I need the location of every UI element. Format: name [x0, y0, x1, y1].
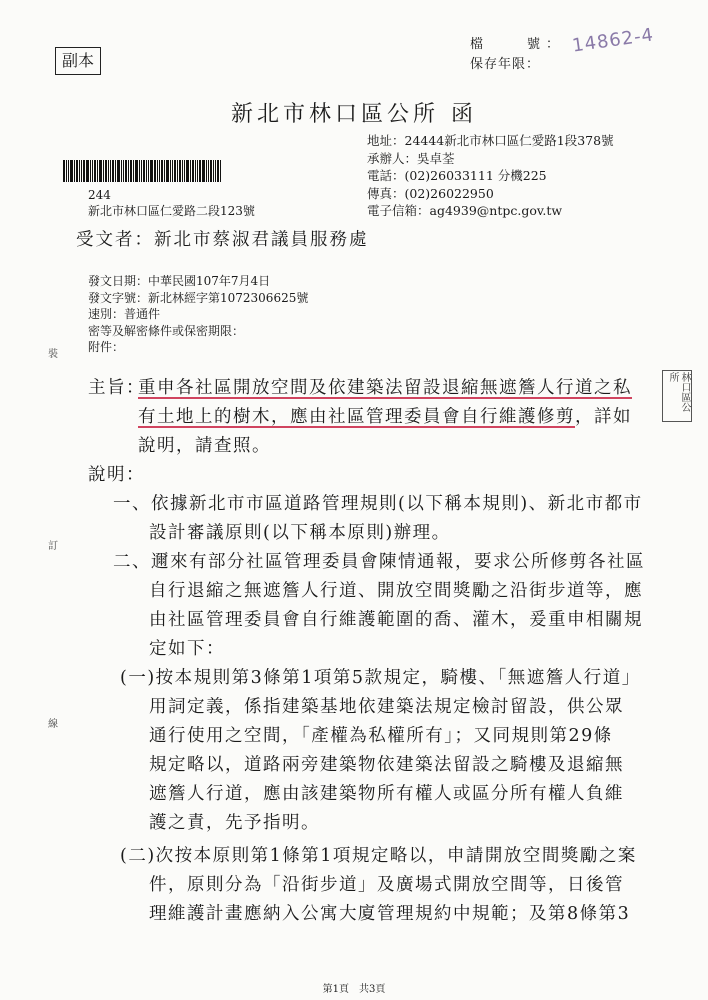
handwritten-number: 14862-4	[570, 24, 656, 57]
barcode-bar	[161, 160, 163, 182]
barcode-bar	[146, 160, 147, 182]
barcode-bar	[213, 160, 214, 182]
barcode-bar	[157, 160, 158, 182]
subject-line-1: 重申各社區開放空間及依建築法留設退縮無遮簷人行道之私	[138, 378, 632, 398]
sub1-line-6: 護之責，先予指明。	[149, 813, 320, 833]
barcode-bar	[177, 160, 178, 182]
mail-address	[88, 187, 255, 219]
barcode-bar	[70, 160, 73, 182]
contact-handler: 承辦人：吳卓荃	[367, 150, 455, 166]
barcode-bar	[94, 160, 96, 182]
barcode-bar	[148, 160, 149, 182]
subject-line-2	[138, 403, 632, 432]
agency-name: 新北市林口區公所	[230, 102, 439, 127]
barcode-bar	[220, 160, 221, 182]
barcode-bar	[110, 160, 111, 182]
document-fields	[88, 273, 308, 356]
sub1-line-4: 規定略以，道路兩旁建築物依建築法留設之騎樓及退縮無	[149, 755, 624, 775]
barcode-bar	[133, 160, 134, 182]
page-footer: 第1頁 共3頁	[322, 984, 386, 995]
sub1-line-5: 遮簷人行道，應由該建築物所有權人或區分所有權人負維	[149, 784, 624, 804]
contact-email: 電子信箱：ag4939@ntpc.gov.tw	[367, 203, 563, 218]
barcode-bar	[186, 160, 189, 182]
mail-zip: 244	[88, 188, 111, 202]
contact-address: 地址：24444新北市林口區仁愛路1段378號	[367, 133, 614, 148]
item2-line-3: 由社區管理委員會自行維護範圍的喬、灌木，爰重申相關規	[149, 610, 643, 630]
contact-phone: 電話：(02)26033111 分機225	[367, 168, 547, 183]
barcode-bar	[184, 160, 185, 182]
barcode-bar	[92, 160, 93, 182]
barcode-bar	[74, 160, 75, 182]
barcode-bar	[115, 160, 116, 182]
barcode-bar	[164, 160, 165, 182]
barcode-bar	[139, 160, 140, 182]
barcode-bar	[125, 160, 127, 182]
barcode-bar	[97, 160, 98, 182]
barcode-bar	[112, 160, 114, 182]
barcode-bar	[206, 160, 207, 182]
barcode-bar	[154, 160, 156, 182]
barcode-bar	[202, 160, 205, 182]
barcode-bar	[128, 160, 129, 182]
barcode-bar	[195, 160, 196, 182]
barcode-bar	[83, 160, 85, 182]
subject-line-3: 說明，請查照。	[138, 436, 271, 456]
barcode-bar	[99, 160, 102, 182]
official-stamp: 林口區公所	[662, 370, 692, 422]
barcode-bar	[105, 160, 107, 182]
barcode-bar	[103, 160, 104, 182]
sub1-line-3: 通行使用之空間，「產權為私權所有」；又同規則第29條	[149, 726, 613, 746]
explanation-label: 說明：	[88, 465, 145, 485]
barcode-bar	[199, 160, 201, 182]
secrecy-level: 密等及解密條件或保密期限：	[88, 323, 245, 338]
file-number-label: 檔 號：	[470, 37, 566, 52]
sub2-line-2: 件，原則分為「沿街步道」及廣場式開放空間等，日後管	[149, 875, 624, 895]
item2-line-4: 定如下：	[149, 639, 225, 659]
sub2-line-3: 理維護計畫應納入公寓大廈管理規約中規範；及第8條第3	[149, 904, 631, 924]
barcode-bar	[179, 160, 181, 182]
recipient: 受文者：新北市蔡淑君議員服務處	[76, 230, 369, 250]
barcode-bar	[63, 160, 65, 182]
barcode-bar	[217, 160, 219, 182]
document-type: 函	[451, 102, 478, 127]
barcode-bar	[141, 160, 142, 182]
copy-label: 副本	[55, 47, 101, 75]
item1-line-1: 一、依據新北市市區道路管理規則(以下稱本規則)、新北市都市	[113, 494, 643, 514]
subject-line-2-underlined: 有土地上的樹木，應由社區管理委員會自行維護修剪	[138, 407, 575, 427]
barcode-bar	[123, 160, 124, 182]
barcode-bar	[79, 160, 80, 182]
retention-label: 保存年限：	[470, 57, 541, 72]
margin-mark-line: 線	[48, 719, 58, 730]
barcode-bar	[182, 160, 183, 182]
barcode-bar	[68, 160, 69, 182]
sub1-line-2: 用詞定義，係指建築基地依建築法規定檢討留設，供公眾	[149, 697, 624, 717]
barcode-bar	[197, 160, 198, 182]
subject-line-2-rest: ，詳如	[575, 407, 632, 427]
barcode-bar	[117, 160, 120, 182]
barcode-bar	[81, 160, 82, 182]
delivery-speed: 速別：普通件	[88, 307, 161, 321]
barcode-bar	[150, 160, 153, 182]
barcode-bar	[159, 160, 160, 182]
item2-line-2: 自行退縮之無遮簷人行道、開放空間獎勵之沿街步道等，應	[149, 581, 643, 601]
issue-date: 發文日期：中華民國107年7月4日	[88, 274, 271, 288]
barcode-bar	[210, 160, 212, 182]
barcode	[63, 160, 259, 182]
sub2-line-1: (二)次按本原則第1條第1項規定略以，申請開放空間獎勵之案	[120, 846, 637, 866]
barcode-bar	[66, 160, 67, 182]
barcode-bar	[215, 160, 216, 182]
contact-fax: 傳真：(02)26022950	[367, 185, 494, 201]
subject-label: 主旨：	[88, 378, 145, 398]
barcode-bar	[130, 160, 132, 182]
barcode-bar	[208, 160, 209, 182]
barcode-bar	[86, 160, 89, 182]
item1-line-2: 設計審議原則(以下稱本原則)辦理。	[149, 523, 451, 543]
item2-line-1: 二、邇來有部分社區管理委員會陳情通報，要求公所修剪各社區	[113, 552, 645, 572]
barcode-bar	[174, 160, 176, 182]
barcode-bar	[76, 160, 78, 182]
attachment: 附件：	[88, 340, 125, 354]
barcode-bar	[166, 160, 169, 182]
document-number: 發文字號：新北林經字第1072306625號	[88, 290, 309, 305]
document-title	[0, 97, 708, 128]
margin-mark-bind: 訂	[48, 541, 58, 552]
mail-street: 新北市林口區仁愛路二段123號	[88, 204, 255, 218]
barcode-bar	[190, 160, 191, 182]
barcode-bar	[121, 160, 122, 182]
barcode-bar	[143, 160, 145, 182]
barcode-bar	[172, 160, 173, 182]
contact-block	[367, 132, 614, 220]
barcode-bar	[90, 160, 91, 182]
margin-mark-staple: 裝	[48, 349, 58, 360]
barcode-bar	[170, 160, 171, 182]
sub1-line-1: (一)按本規則第3條第1項第5款規定，騎樓、「無遮簷人行道」	[120, 668, 641, 688]
barcode-bar	[135, 160, 138, 182]
barcode-bar	[192, 160, 194, 182]
barcode-bar	[108, 160, 109, 182]
